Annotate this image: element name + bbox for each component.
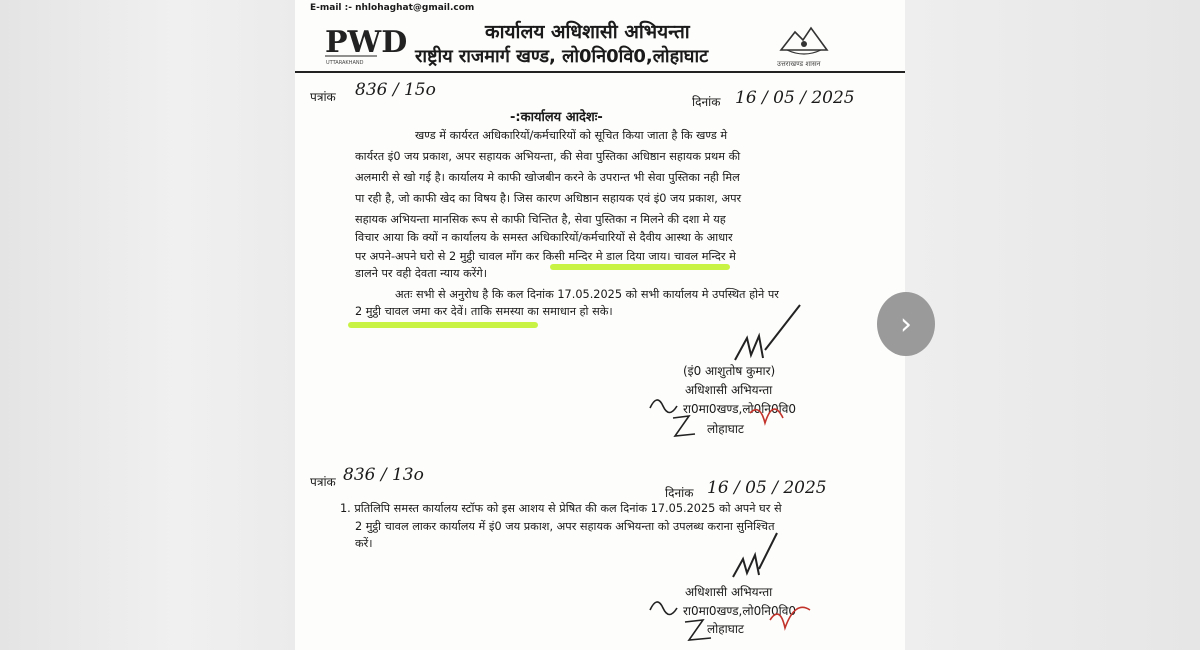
- highlight-mark: [348, 322, 538, 328]
- background-left: [0, 0, 295, 650]
- letter-document: [295, 0, 905, 650]
- copy-line: करें।: [355, 537, 373, 550]
- copy-ref-number: 836 / 13o: [343, 465, 424, 485]
- uttarakhand-emblem: [773, 20, 835, 68]
- signatory-place: लोहाघाट: [707, 422, 744, 436]
- ref-label: पत्रांक: [310, 90, 336, 104]
- copy-line: 1. प्रतिलिपि समस्त कार्यालय स्टॉफ को इस आशय से प्रेषित की कल दिनांक 17.05.2025 को अपने घर से: [340, 502, 782, 515]
- paragraph-line: खण्ड में कार्यरत अधिकारियों/कर्मचारियों को सूचित किया जाता है कि खण्ड मे: [415, 129, 728, 142]
- paragraph-line: पा रही है, जो काफी खेद का विषय है। जिस कारण अधिष्ठान सहायक एवं इं0 जय प्रकाश, अपर: [355, 192, 742, 205]
- signatory-name: (इं0 आशुतोष कुमार): [683, 364, 776, 378]
- signature-mark: [725, 525, 785, 585]
- request-line: अतः सभी से अनुरोध है कि कल दिनांक 17.05.2025 को सभी कार्यालय मे उपस्थित होने पर: [395, 288, 779, 301]
- signature-mark: [725, 300, 815, 370]
- svg-text:PWD: PWD: [325, 25, 408, 60]
- date-value: 16 / 05 / 2025: [735, 88, 855, 108]
- highlight-mark: [550, 264, 730, 270]
- paragraph-line: विचार आया कि क्यों न कार्यालय के समस्त अधिकारियों/कर्मचारियों से दैवीय आस्था के आधार: [355, 231, 733, 244]
- paragraph-line: अलमारी से खो गई है। कार्यालय मे काफी खोजबीन करने के उपरान्त भी सेवा पुस्तिका नही मिल: [355, 171, 740, 184]
- copy-ref-label: पत्रांक: [310, 475, 336, 489]
- svg-text:उत्तराखण्ड शासन: उत्तराखण्ड शासन: [777, 60, 821, 68]
- signatory-designation: अधिशासी अभियन्ता: [685, 383, 773, 397]
- email-line: E-mail :- nhlohaghat@gmail.com: [310, 3, 475, 13]
- chevron-right-icon: ›: [900, 306, 912, 342]
- copy-date-label: दिनांक: [665, 486, 694, 500]
- copy-place: लोहाघाट: [707, 622, 744, 636]
- paragraph-line: कार्यरत इं0 जय प्रकाश, अपर सहायक अभियन्ता, की सेवा पुस्तिका अधिष्ठान सहायक प्रथम की: [355, 150, 741, 163]
- initials-mark: [645, 590, 825, 650]
- date-label: दिनांक: [692, 95, 721, 109]
- paragraph-line: पर अपने-अपने घरो से 2 मुट्ठी चावल माँग कर किसी मन्दिर मे डाल दिया जाय। चावल मन्दिर मे: [355, 250, 736, 263]
- background-right: [905, 0, 1200, 650]
- header-divider: [295, 71, 905, 73]
- copy-division: रा0मा0खण्ड,लो0नि0वि0: [683, 604, 797, 618]
- copy-line: 2 मुट्ठी चावल लाकर कार्यालय में इं0 जय प्रकाश, अपर सहायक अभियन्ता को उपलब्ध कराना सुनिश्चित: [355, 520, 775, 533]
- svg-text:UTTARAKHAND: UTTARAKHAND: [326, 60, 364, 66]
- office-subtitle: राष्ट्रीय राजमार्ग खण्ड, लो0नि0वि0,लोहाघाट: [415, 46, 709, 67]
- ref-number: 836 / 15o: [355, 80, 436, 100]
- paragraph-line: सहायक अभियन्ता मानसिक रूप से काफी चिन्तित है, सेवा पुस्तिका न मिलने की दशा मे यह: [355, 213, 726, 226]
- pwd-logo: [323, 22, 408, 66]
- initials-mark: [645, 388, 795, 448]
- office-title: कार्यालय अधिशासी अभियन्ता: [485, 21, 690, 43]
- signatory-division: रा0मा0खण्ड,लो0नि0वि0: [683, 402, 797, 416]
- copy-date-value: 16 / 05 / 2025: [707, 478, 827, 498]
- request-line: 2 मुट्ठी चावल जमा कर देवें। ताकि समस्या का समाधान हो सके।: [355, 305, 613, 318]
- paragraph-line: डालने पर वही देवता न्याय करेंगे।: [355, 267, 488, 280]
- order-heading: -:कार्यालय आदेशः-: [510, 110, 603, 125]
- copy-designation: अधिशासी अभियन्ता: [685, 585, 773, 599]
- next-slide-button[interactable]: [877, 292, 935, 356]
